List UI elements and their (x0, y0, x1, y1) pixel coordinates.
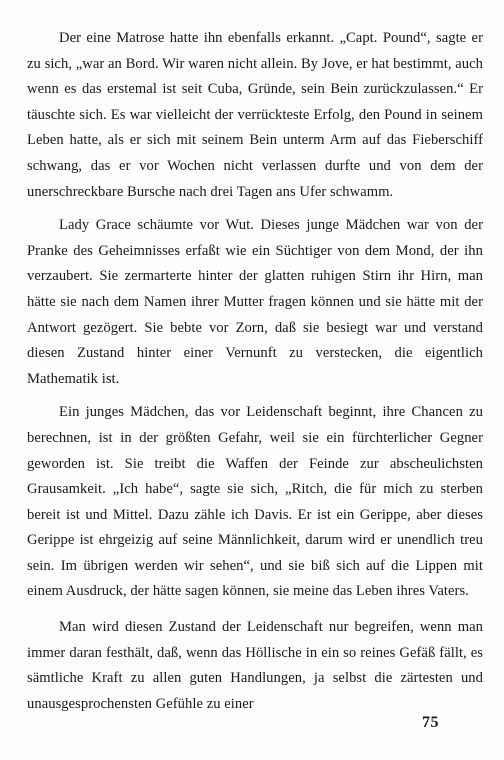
paragraph-3: Ein junges Mädchen, das vor Leidenschaft beginnt, ihre Chancen zu berechnen, ist in der größten Gefahr, weil sie ein fürchterlicher Gegner geworden ist. Sie treibt die Waffen der Feinde zur abscheulichsten Grausamkeit. „Ich habe“, sagte sie sich, „Ritch, die für mich zu sterben bereit ist und Mittel. Dazu zähle ich Davis. Er ist ein Gerippe, aber dieses Gerippe ist ehrgeizig auf seine Männlichkeit, darum wird er unendlich treu sein. Im übrigen werden wir sehen“, und sie biß sich auf die Lippen mit einem Ausdruck, der hätte sagen können, sie meine das Leben ihres Vaters. (27, 404, 483, 600)
page-body (27, 26, 483, 726)
paragraph-2: Lady Grace schäumte vor Wut. Dieses junge Mädchen war von der Pranke des Geheimnisses erfaßt wie ein Süchtiger von dem Mond, der ihn verzaubert. Sie zermarterte hinter der glatten ruhigen Stirn ihr Hirn, man hätte sie nach dem Namen ihrer Mutter fragen können und sie hätte mit der Antwort gezögert. Sie bebte vor Zorn, daß sie besiegt war und verstand diesen Zustand hinter einer Vernunft zu verstecken, die eigentlich Mathematik ist. (27, 217, 483, 387)
paragraph-1: Der eine Matrose hatte ihn ebenfalls erkannt. „Capt. Pound“, sagte er zu sich, „war an Bord. Wir waren nicht allein. By Jove, er hat bestimmt, auch wenn es das erstemal ist seit Cuba, Gründe, sein Bein zurückzulassen.“ Er täuschte sich. Es war vielleicht der verrückteste Erfolg, den Pound in seinem Leben hatte, als er sich mit seinem Bein unterm Arm auf das Fieberschiff schwang, das er vor Wochen nicht verlassen durfte und von dem der unerschreckbare Bursche nach drei Tagen ans Ufer schwamm. (27, 30, 483, 200)
paragraph-4: Man wird diesen Zustand der Leidenschaft nur begreifen, wenn man immer daran festhält, daß, wenn das Höllische in ein so reines Gefäß fällt, es sämtliche Kraft zu allen guten Handlungen, ja selbst die zärtesten und unausgesprochensten Gefühle zu einer (27, 619, 483, 712)
page-number: 75 (422, 714, 439, 731)
